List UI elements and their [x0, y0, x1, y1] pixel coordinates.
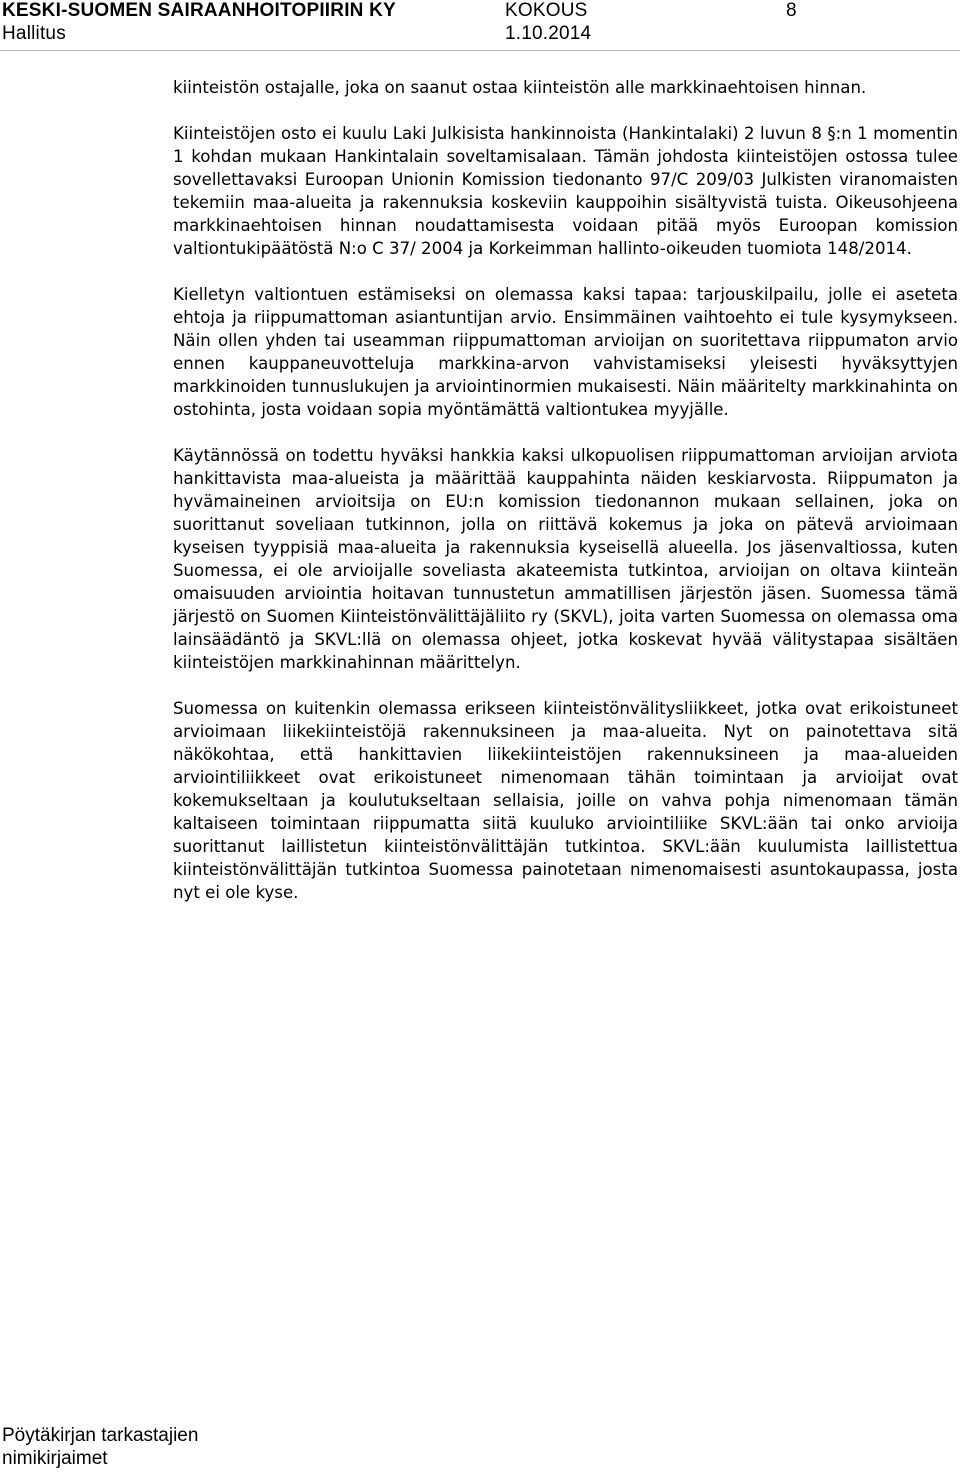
footer-label-line-1: Pöytäkirjan tarkastajien	[2, 1425, 199, 1446]
page-footer	[2, 1424, 402, 1470]
page-header	[0, 0, 960, 52]
header-divider	[0, 50, 960, 51]
paragraph: Käytännössä on todettu hyväksi hankkia kaksi ulkopuolisen riippumattoman arvioijan arviota hankittavista maa-alueista ja määrittää kauppahinta näiden keskiarvosta. Riippumaton ja hyvämaineinen arvioitsija on EU:n komission tiedonannon mukaan sellainen, joka on suorittanut soveliaan tutkinnon, jolla on riittävä kokemus ja joka on pätevä arvioimaan kyseisen tyyppisiä maa-alueita ja rakennuksia kyseisellä alueella. Jos jäsenvaltiossa, kuten Suomessa, ei ole arvioijalle soveliasta akateemista tutkintoa, arvioijan on oltava kiinteän omaisuuden arviointia hoitavan tunnustetun ammatillisen järjestön jäsen. Suomessa tämä järjestö on Suomen Kiinteistönvälittäjäliito ry (SKVL), joita varten Suomessa on olemassa oma lainsäädäntö ja SKVL:llä on olemassa ohjeet, jotka koskevat hyvää välitystapaa sisältäen kiinteistöjen markkinahinnan määrittelyn.	[173, 446, 958, 672]
board-name: Hallitus	[2, 23, 66, 44]
document-type: KOKOUS	[505, 0, 588, 21]
paragraph: Kiinteistöjen osto ei kuulu Laki Julkisista hankinnoista (Hankintalaki) 2 luvun 8 §:n 1 momentin 1 kohdan mukaan Hankintalain soveltamisalaan. Tämän johdosta kiinteistöjen ostossa tulee sovellettavaksi Euroopan Unionin Komission tiedonanto 97/C 209/03 Julkisten viranomaisten tekemiin maa-alueita ja rakennuksia koskeviin kauppoihin sisältyvistä tuista. Oikeusohjeena markkinaehtoisen hinnan noudattamisesta voidaan pitää myös Euroopan komission valtiontukipäätöstä N:o C 37/ 2004 ja Korkeimman hallinto-oikeuden tuomiota 148/2014.	[173, 124, 958, 258]
document-body	[173, 76, 958, 927]
paragraph: Suomessa on kuitenkin olemassa erikseen kiinteistönvälitysliikkeet, jotka ovat erikoistuneet arvioimaan liikekiinteistöjä rakennuksineen ja maa-alueita. Nyt on painotettava sitä näkökohtaa, että hankittavien liikekiinteistöjen rakennuksineen ja maa-alueiden arviointiliikkeet ovat erikoistuneet nimenomaan tähän toimintaan ja arvioijat ovat kokemukseltaan ja koulutukseltaan sellaisia, joille on vahva pohja nimenomaan tämän kaltaiseen toimintaan riippumatta siitä kuuluko arviointiliike SKVL:ään tai onko arvioija suorittanut laillistetun kiinteistönvälittäjän tutkintoa. SKVL:ään kuulumista laillistettua kiinteistönvälittäjän tutkintoa Suomessa painotetaan nimenomaisesti asuntokaupassa, josta nyt ei ole kyse.	[173, 699, 958, 902]
paragraph: kiinteistön ostajalle, joka on saanut ostaa kiinteistön alle markkinaehtoisen hinnan.	[173, 78, 867, 97]
footer-label-line-2: nimikirjaimet	[2, 1448, 108, 1469]
meeting-date: 1.10.2014	[505, 23, 592, 44]
page-number: 8	[786, 0, 797, 21]
organization-name: KESKI-SUOMEN SAIRAANHOITOPIIRIN KY	[2, 0, 396, 21]
paragraph: Kielletyn valtiontuen estämiseksi on olemassa kaksi tapaa: tarjouskilpailu, jolle ei aseteta ehtoja ja riippumattoman asiantuntijan arvio. Ensimmäinen vaihtoehto ei tule kysymykseen. Näin ollen yhden tai useamman riippumattoman arvioijan on suoritettava riippumaton arvio ennen kauppaneuvotteluja markkina-arvon vahvistamiseksi yleisesti hyväksyttyjen markkinoiden tunnuslukujen ja arviointinormien mukaisesti. Näin määritelty markkinahinta on ostohinta, josta voidaan sopia myöntämättä valtiontukea myyjälle.	[173, 285, 958, 419]
